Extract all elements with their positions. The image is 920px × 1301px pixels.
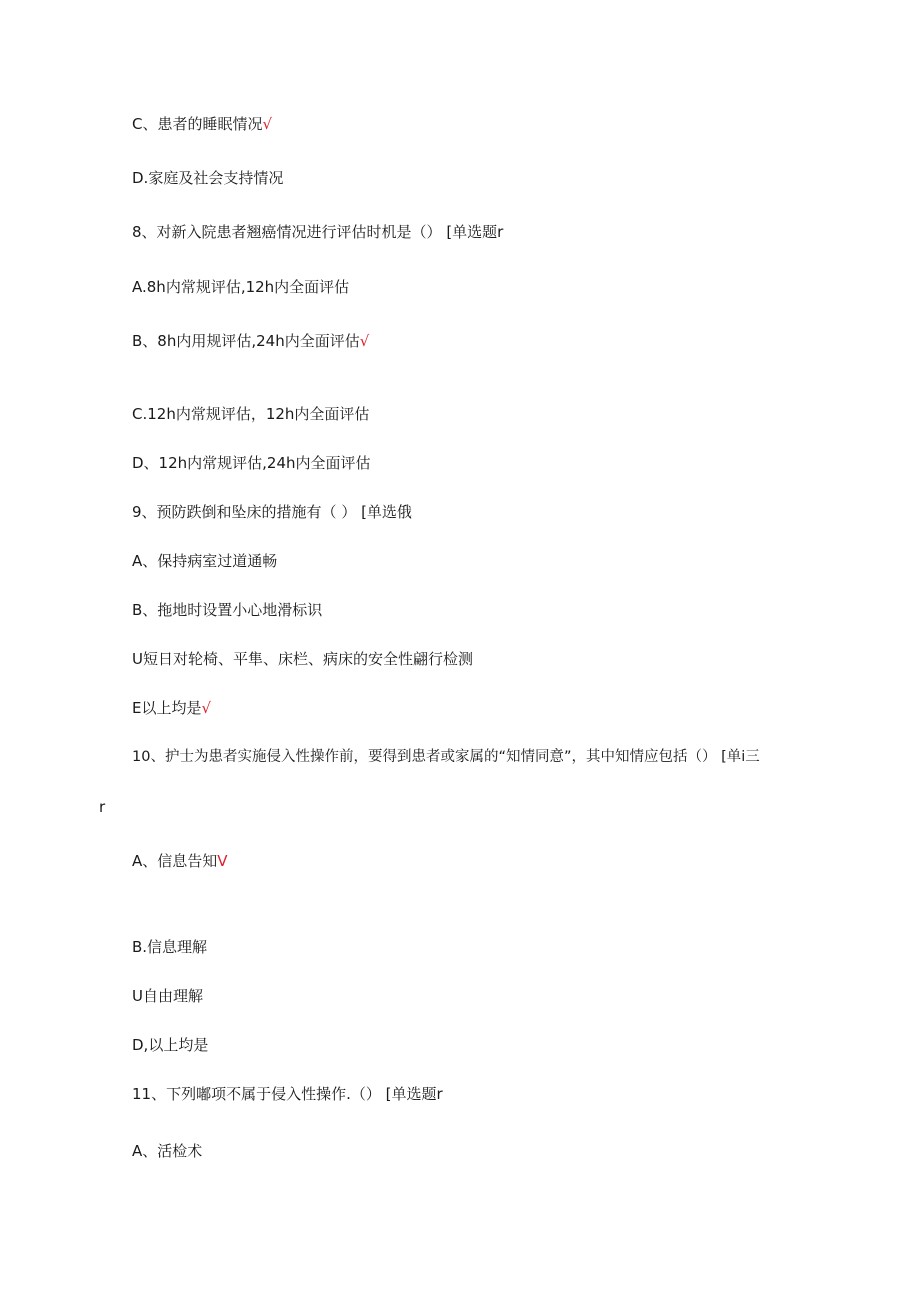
option-d-q8 [132,453,371,473]
option-d-family-support [132,168,283,188]
option-a-q8 [132,277,349,297]
line-text: A、信息告知 [132,852,218,870]
line-text: A、活检术 [132,1142,203,1160]
line-text: B、拖地时设置小心地滑标识 [132,601,323,619]
question-text: 9、预防跌倒和坠床的措施有（ ） [单选俄 [132,503,412,521]
question-text: 11、下列嘟项不属于侵入性操作.（） [单选题r [132,1085,443,1103]
line-text: B、8h内用规评估,24h内全面评估 [132,332,360,350]
option-e-q9 [132,698,211,718]
option-a-q11 [132,1141,202,1161]
question-text: 10、护士为患者实施侵入性操作前，要得到患者或家属的“知情同意”，其中知情应包括（） [单i三 [132,749,760,765]
line-text: D.家庭及社会支持情况 [132,169,284,187]
line-text: U自由理解 [132,987,203,1005]
question-text: 8、对新入院患者翘癌情况进行评估时机是（） [单选题r [132,223,504,241]
line-text: C、患者的睡眠情况 [132,115,263,133]
line-text: E以上均是 [132,699,202,717]
line-text: U短日对轮椅、平隼、床栏、病床的安全性翩行检测 [132,650,473,668]
correct-check-mark: √ [359,332,370,350]
question-10 [132,747,760,767]
option-c-q8 [132,404,369,424]
question-8 [132,222,503,242]
question-10-continuation [99,797,105,817]
line-text: D、12h内常规评估,24h内全面评估 [132,454,371,472]
line-text: A、保持病室过道通畅 [132,552,278,570]
line-text: D,以上均是 [132,1036,209,1054]
option-c-q10 [132,986,203,1006]
correct-check-mark: √ [262,115,273,133]
option-d-q10 [132,1035,208,1055]
option-b-q10 [132,937,207,957]
option-c-sleep [132,114,272,134]
option-a-q10 [132,851,228,871]
option-b-q9 [132,600,322,620]
line-text: A.8h内常规评估,12h内全面评估 [132,278,350,296]
option-a-q9 [132,551,277,571]
line-text: r [99,798,106,816]
question-11 [132,1084,443,1104]
option-b-q8 [132,331,369,351]
correct-check-mark: V [217,852,228,870]
option-c-q9 [132,649,473,669]
correct-check-mark: √ [201,699,212,717]
question-9 [132,502,412,522]
line-text: B.信息理解 [132,938,208,956]
line-text: C.12h内常规评估，12h内全面评估 [132,405,370,423]
